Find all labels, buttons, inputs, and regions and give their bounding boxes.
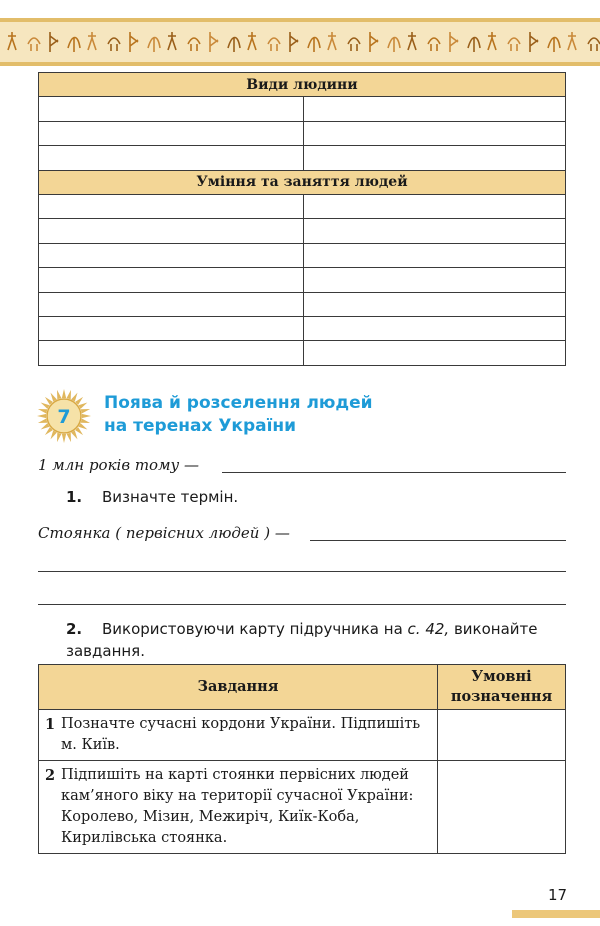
legend-cell[interactable]	[438, 710, 566, 761]
table-row	[39, 292, 566, 316]
table-row	[39, 146, 566, 170]
task-2: 2. Використовуючи карту підручника на с. 42, виконайте завдання.	[66, 620, 538, 660]
table-header-skills: Уміння та заняття людей	[39, 170, 566, 194]
table-row	[39, 121, 566, 145]
table-row: 1 Позначте сучасні кордони України. Підпишіть м. Київ.	[39, 710, 566, 761]
table-row	[39, 268, 566, 292]
task-1: 1. Визначте термін.	[66, 488, 239, 506]
answer-line[interactable]	[222, 472, 566, 473]
rock-art-ornament	[0, 24, 600, 60]
tasks-table	[38, 664, 566, 854]
human-types-table	[38, 72, 566, 366]
footer-ornament	[512, 910, 600, 918]
answer-line[interactable]	[38, 604, 566, 605]
table-row: 2 Підпишіть на карті стоянки первісних людей кам’яного віку на території сучасної України: Королево, Мізин, Межиріч, Киїк-Коба, Кирилівська стоянка.	[39, 761, 566, 854]
column-header-task: Завдання	[39, 665, 438, 710]
table-row	[39, 341, 566, 365]
legend-cell[interactable]	[438, 761, 566, 854]
table-header-human-types: Види людини	[39, 73, 566, 97]
section-number-badge	[36, 388, 92, 444]
table-row	[39, 219, 566, 243]
table-row	[39, 243, 566, 267]
million-years-label: 1 млн років тому —	[38, 456, 199, 474]
ornament-band	[0, 18, 600, 66]
table-row	[39, 194, 566, 218]
section-number: 7	[57, 406, 71, 428]
column-header-legend: Умовні позначення	[438, 665, 566, 710]
section-title: Поява й розселення людей на теренах України	[104, 393, 373, 436]
answer-line[interactable]	[310, 540, 566, 541]
table-row	[39, 97, 566, 121]
page-number: 17	[548, 886, 568, 904]
table-row	[39, 316, 566, 340]
settlement-term-label: Стоянка ( первісних людей ) —	[38, 524, 290, 542]
answer-line[interactable]	[38, 571, 566, 572]
